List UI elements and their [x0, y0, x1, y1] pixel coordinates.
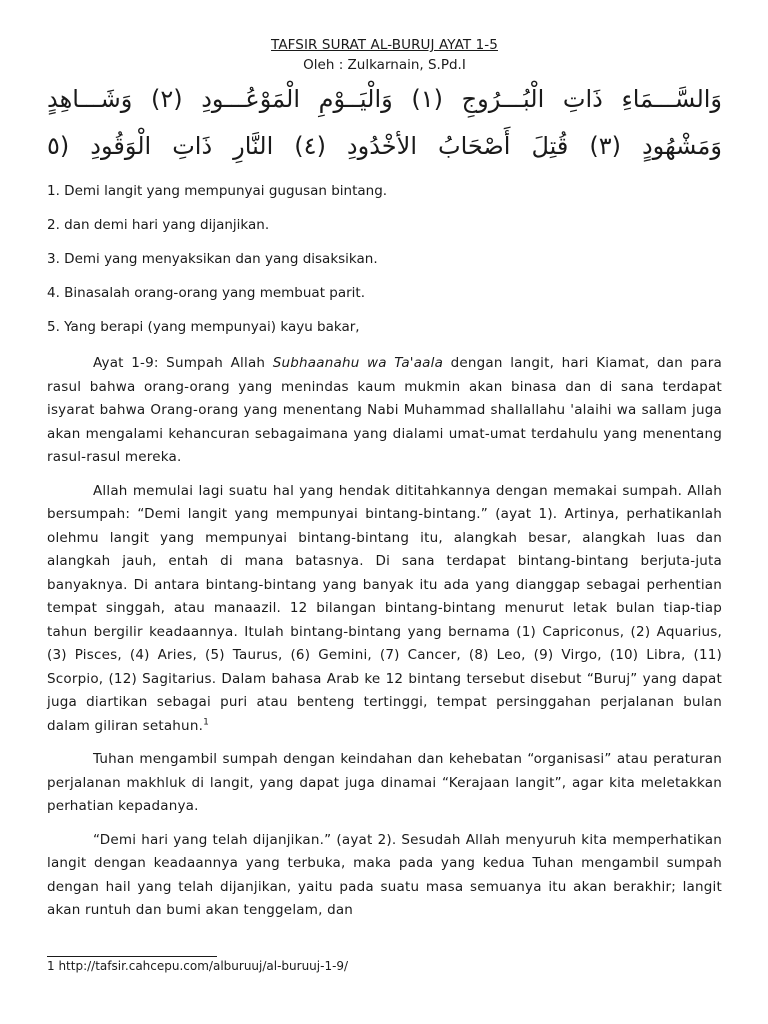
paragraph-stars — [47, 480, 722, 739]
document-author: Oleh : Zulkarnain, S.Pd.I — [303, 57, 466, 73]
arabic-line-2: وَمَشْهُودٍ (٣) قُتِلَ أَصْحَابُ الأخْدُودِ (٤) النَّارِ ذَاتِ الْوَقُودِ (٥ — [47, 132, 722, 160]
arabic-line-1: وَالسَّـــمَاءِ ذَاتِ الْبُـــرُوجِ (١) وَالْيَــوْمِ الْمَوْعُـــودِ (٢) وَشَـــاهِدٍ — [47, 85, 723, 113]
arabic-verses — [47, 76, 722, 170]
paragraph-intro — [47, 352, 722, 470]
verse-translation: 4. Binasalah orang-orang yang membuat parit. — [47, 285, 366, 301]
paragraph-intro-rest: dengan langit, hari Kiamat, dan para rasul bahwa orang-orang yang menindas kaum mukmin akan binasa dan di sana terdapat isyarat bahwa Orang-orang yang menentang Nabi Muhammad shallallahu 'alaihi wa sallam juga akan mengalami kehancuran sebagaimana yang dialami umat-umat terdahulu yang menentang rasul-rasul mereka. — [47, 355, 722, 465]
paragraph-intro-lead: Ayat 1-9: Sumpah Allah — [93, 355, 273, 371]
paragraph-promised-day: “Demi hari yang telah dijanjikan.” (ayat 2). Sesudah Allah menyuruh kita memperhatikan langit dengan keadaannya yang terbuka, maka pada yang kedua Tuhan mengambil sumpah dengan hail yang telah dijanjikan, yaitu pada suatu masa semuanya itu akan berakhir; langit akan runtuh dan bumi akan tenggelam, dan — [47, 831, 722, 918]
verse-translation: 2. dan demi hari yang dijanjikan. — [47, 217, 270, 233]
footnote-divider — [47, 956, 217, 957]
footnote-reference[interactable]: 1 — [203, 717, 210, 727]
paragraph-intro-italic: Subhaanahu wa Ta'aala — [272, 355, 444, 371]
paragraph-stars-text: Allah memulai lagi suatu hal yang hendak dititahkannya dengan memakai sumpah. Allah bersumpah: “Demi langit yang mempunyai bintang-bintang.” (ayat 1). Artinya, perhatikanlah olehmu langit yang mempunyai bintang-bintang itu, alangkah besar, alangkah luas dan alangkah jauh, entah di mana batasnya. Di sana terdapat bintang-bintang berjuta-juta banyaknya. Di antara bintang-bintang yang banyak itu ada yang dianggap sebagai perhentian tempat singgah, atau manaazil. 12 bilangan bintang-bintang menurut letak bulan tiap-tiap tahun bergilir keadaannya. Itulah bintang-bintang yang bernama (1) Capriconus, (2) Aquarius, (3) Pisces, (4) Aries, (5) Taurus, (6) Gemini, (7) Cancer, (8) Leo, (9) Virgo, (10) Libra, (11) Scorpio, (12) Sagitarius. Dalam bahasa Arab ke 12 bintang tersebut disebut “Buruj” yang dapat juga diartikan sebagai puri atau benteng tertinggi, tempat persinggahan perjalanan bulan dalam giliran setahun. — [47, 482, 722, 734]
verse-translation: 1. Demi langit yang mempunyai gugusan bintang. — [47, 183, 388, 199]
document-title: TAFSIR SURAT AL-BURUJ AYAT 1-5 — [271, 37, 498, 53]
footnote[interactable]: 1 http://tafsir.cahcepu.com/alburuuj/al-buruuj-1-9/ — [47, 959, 349, 973]
verse-translation-list — [47, 182, 722, 336]
document-page — [47, 36, 722, 933]
verse-translation: 3. Demi yang menyaksikan dan yang disaksikan. — [47, 251, 378, 267]
paragraph-oath: Tuhan mengambil sumpah dengan keindahan dan kehebatan “organisasi” atau peraturan perjalanan makhluk di langit, yang dapat juga dinamai “Kerajaan langit”, agar kita meletakkan perhatian kepadanya. — [47, 751, 722, 814]
verse-translation: 5. Yang berapi (yang mempunyai) kayu bakar, — [47, 319, 360, 335]
